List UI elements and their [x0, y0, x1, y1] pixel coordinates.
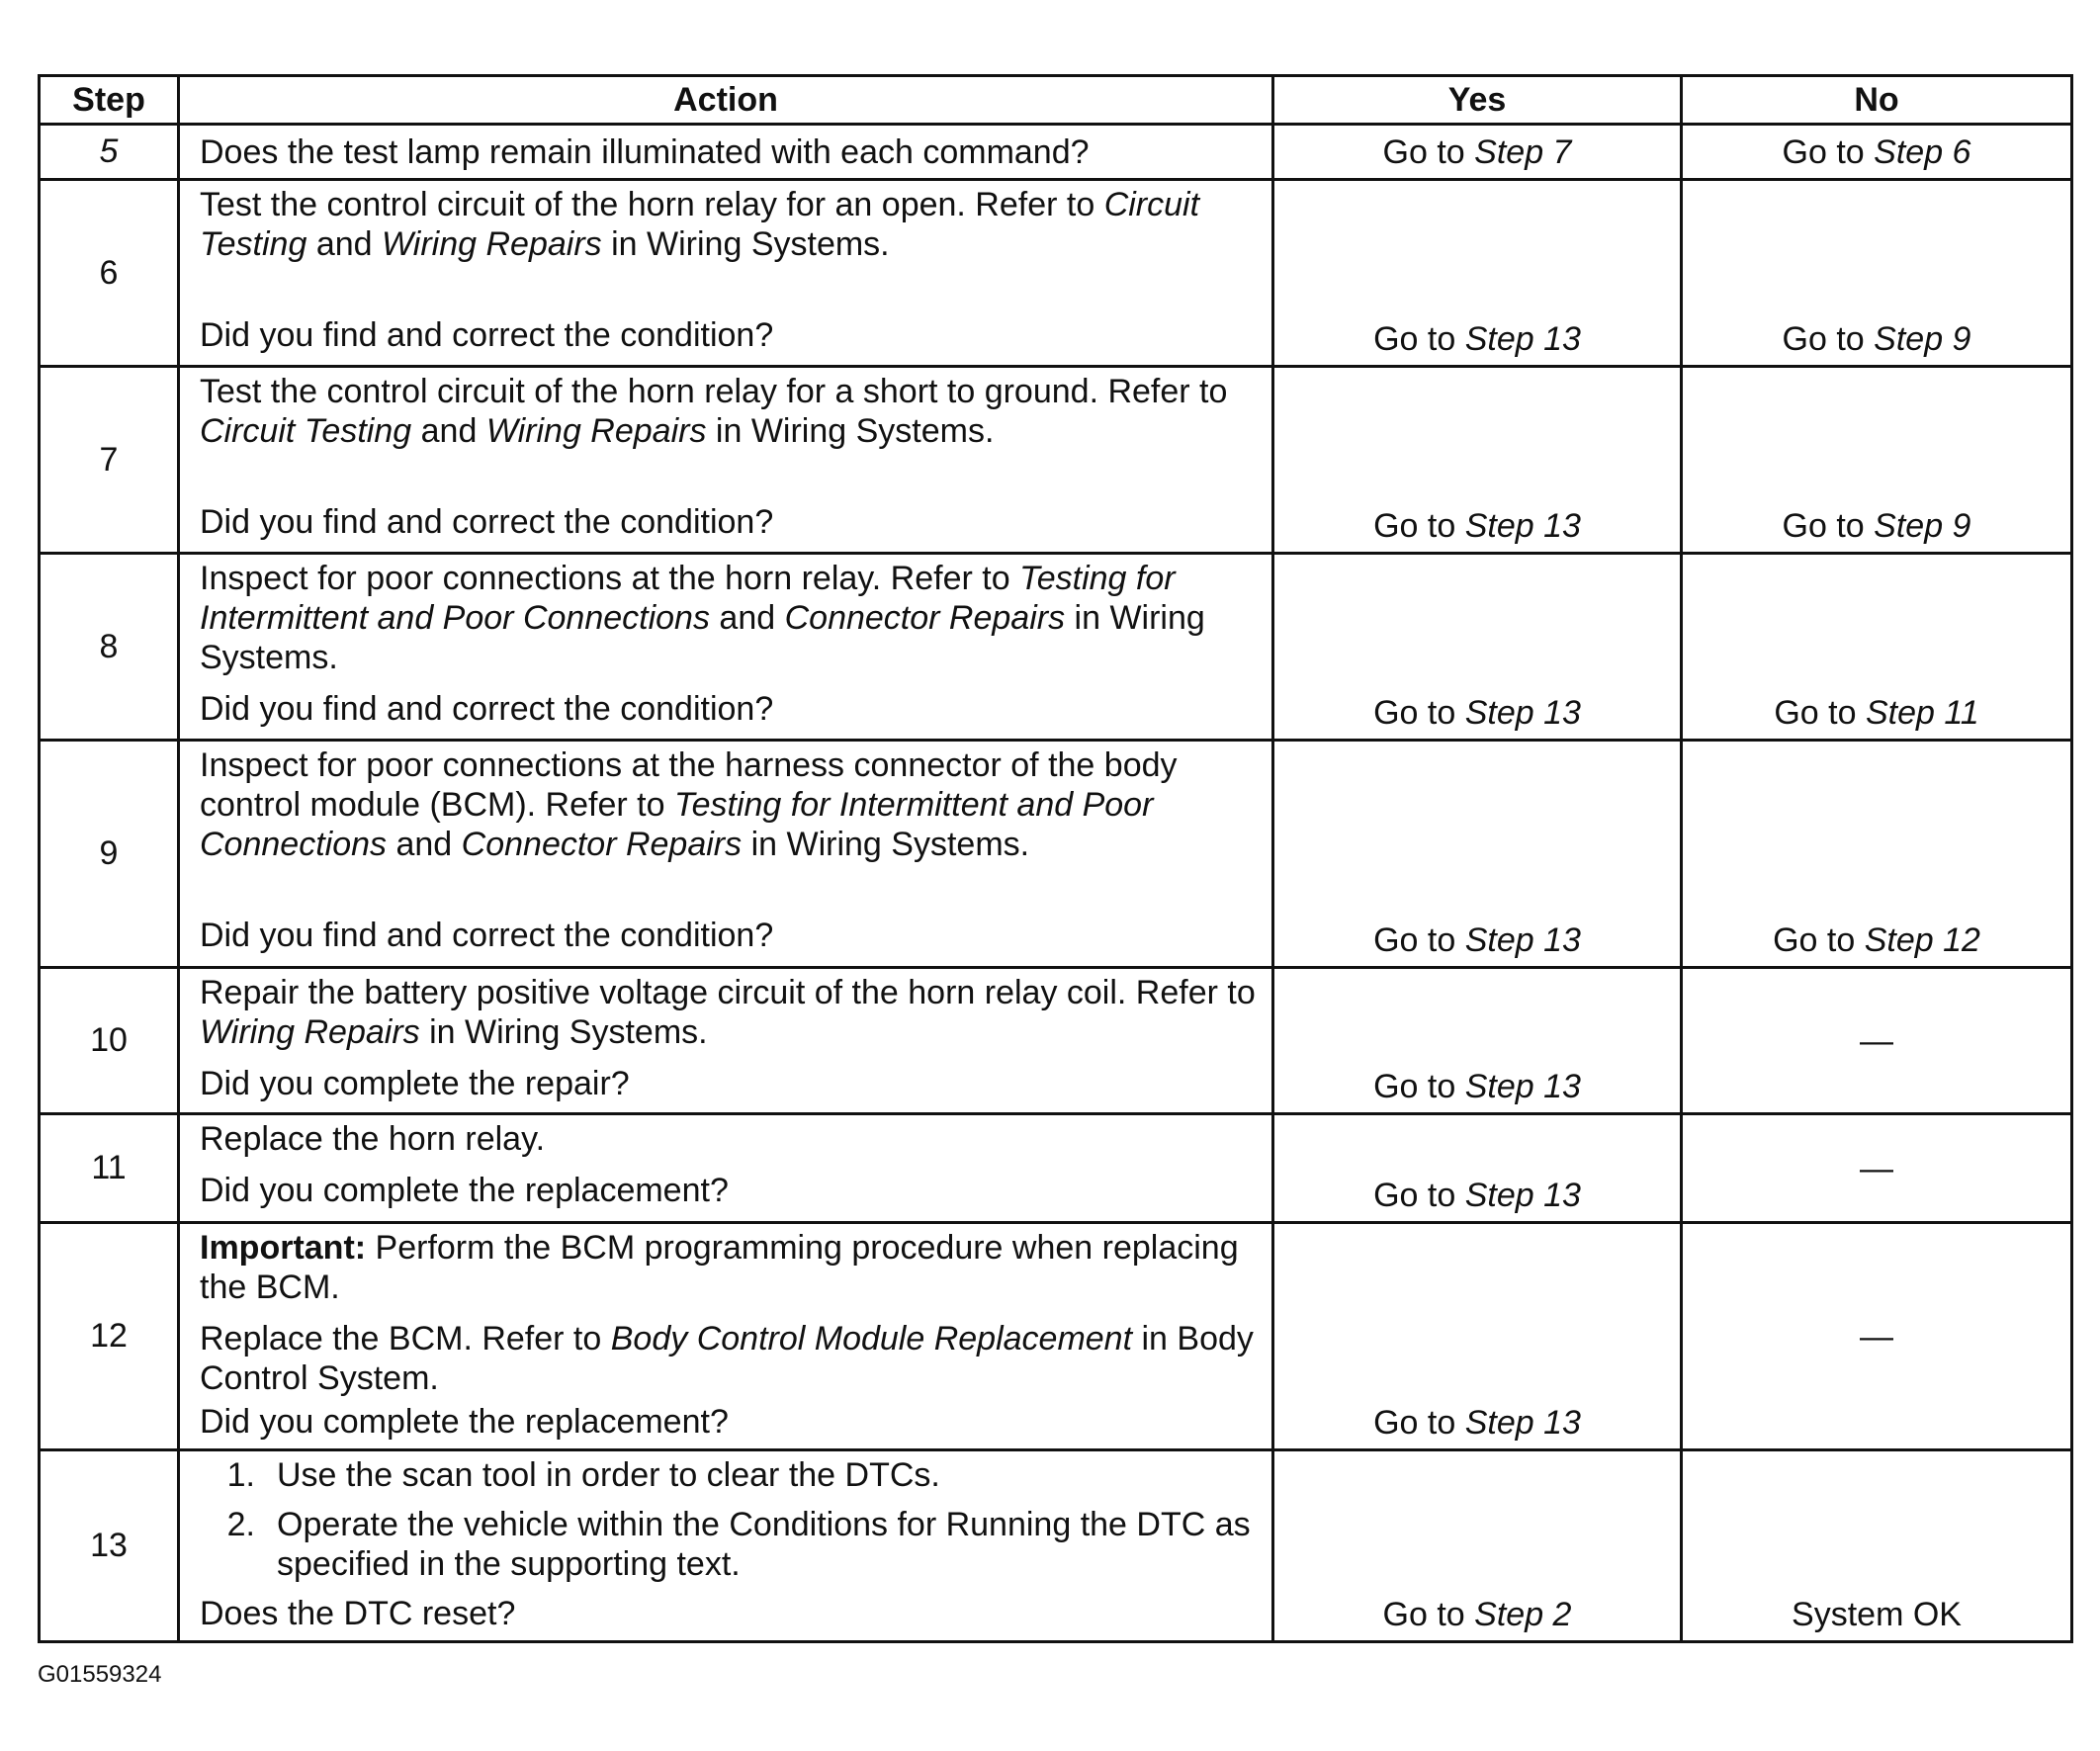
- action-question: Did you find and correct the condition?: [200, 917, 774, 954]
- yes-cell: [1273, 741, 1682, 968]
- yes-step-ref: Step 13: [1464, 1068, 1581, 1105]
- table-row: [40, 741, 2072, 968]
- table-header-row: [40, 76, 2072, 125]
- step-number: 11: [40, 1114, 179, 1223]
- no-step-ref: Step 9: [1874, 507, 1971, 545]
- no-step-ref: Step 9: [1874, 320, 1971, 358]
- yes-prefix: Go to: [1373, 1177, 1456, 1214]
- step-number: 5: [40, 125, 179, 180]
- no-cell: [1682, 1114, 2072, 1223]
- important-note: Important: Perform the BCM programming procedure when replacing the BCM.: [200, 1229, 1239, 1306]
- action-cell: [179, 968, 1273, 1114]
- important-label: Important:: [200, 1229, 367, 1267]
- header-step: Step: [40, 76, 179, 125]
- yes-cell: [1273, 125, 1682, 180]
- table-row: [40, 1114, 2072, 1223]
- table-row: [40, 367, 2072, 554]
- header-yes: Yes: [1273, 76, 1682, 125]
- yes-prefix: Go to: [1373, 507, 1456, 545]
- no-prefix: Go to: [1782, 507, 1865, 545]
- no-prefix: Go to: [1782, 320, 1865, 358]
- no-cell: [1682, 554, 2072, 741]
- action-cell: [179, 741, 1273, 968]
- yes-cell: [1273, 1114, 1682, 1223]
- step-number: 9: [40, 741, 179, 968]
- yes-step-ref: Step 2: [1474, 1596, 1572, 1633]
- action-instruction: Replace the BCM. Refer to Body Control Module Replacement in Body Control System.: [200, 1320, 1254, 1397]
- diagnostic-step-table: [38, 74, 2073, 1643]
- yes-step-ref: Step 13: [1464, 507, 1581, 545]
- figure-id: G01559324: [38, 1661, 162, 1688]
- no-cell: [1682, 741, 2072, 968]
- yes-cell: [1273, 968, 1682, 1114]
- yes-step-ref: Step 13: [1464, 1404, 1581, 1442]
- table-row: [40, 125, 2072, 180]
- step-number: 13: [40, 1450, 179, 1642]
- no-cell: [1682, 125, 2072, 180]
- table-row: [40, 180, 2072, 367]
- no-step-ref: Step 6: [1874, 132, 1971, 171]
- action-instruction: Repair the battery positive voltage circuit of the horn relay coil. Refer to Wiring Repairs in Wiring Systems.: [200, 974, 1256, 1051]
- sub-step: 2. Operate the vehicle within the Conditions for Running the DTC as specified in the supporting text.: [226, 1506, 1251, 1583]
- action-question: Did you find and correct the condition?: [200, 503, 774, 541]
- yes-prefix: Go to: [1373, 921, 1456, 959]
- step-number: 8: [40, 554, 179, 741]
- yes-step-ref: Step 13: [1464, 921, 1581, 959]
- yes-step-ref: Step 13: [1464, 694, 1581, 732]
- sub-step: 1. Use the scan tool in order to clear the DTCs.: [226, 1456, 940, 1494]
- yes-prefix: Go to: [1382, 132, 1465, 171]
- no-dash: —: [1860, 1021, 1893, 1060]
- action-instruction: Test the control circuit of the horn relay for an open. Refer to Circuit Testing and Wiring Repairs in Wiring Systems.: [200, 186, 1200, 263]
- no-result: System OK: [1792, 1596, 1962, 1633]
- action-question: Did you complete the repair?: [200, 1065, 630, 1102]
- yes-cell: [1273, 367, 1682, 554]
- table-row: [40, 554, 2072, 741]
- action-instruction: Inspect for poor connections at the harness connector of the body control module (BCM). Refer to Testing for Intermittent and Poor Connections and Connector Repairs in Wiring Systems.: [200, 746, 1178, 863]
- no-prefix: Go to: [1774, 694, 1857, 732]
- yes-cell: [1273, 1450, 1682, 1642]
- action-instruction: Replace the horn relay.: [200, 1120, 546, 1158]
- no-dash: —: [1860, 1149, 1893, 1187]
- table-row: [40, 1450, 2072, 1642]
- table-row: [40, 1223, 2072, 1450]
- action-question: Did you find and correct the condition?: [200, 690, 774, 728]
- step-number: 12: [40, 1223, 179, 1450]
- no-prefix: Go to: [1782, 132, 1865, 171]
- no-dash: —: [1860, 1317, 1893, 1356]
- yes-prefix: Go to: [1373, 1068, 1456, 1105]
- action-cell: [179, 1223, 1273, 1450]
- action-cell: [179, 1450, 1273, 1642]
- no-step-ref: Step 12: [1864, 921, 1980, 959]
- header-action: Action: [179, 76, 1273, 125]
- yes-prefix: Go to: [1373, 1404, 1456, 1442]
- step-number: 10: [40, 968, 179, 1114]
- step-number: 7: [40, 367, 179, 554]
- step-number: 6: [40, 180, 179, 367]
- action-question: Did you complete the replacement?: [200, 1172, 729, 1209]
- action-question: Did you find and correct the condition?: [200, 316, 774, 354]
- table-row: [40, 968, 2072, 1114]
- action-cell: [179, 180, 1273, 367]
- action-cell: [179, 125, 1273, 180]
- action-cell: [179, 554, 1273, 741]
- no-prefix: Go to: [1773, 921, 1856, 959]
- action-question: Does the test lamp remain illuminated with each command?: [200, 132, 1090, 171]
- action-question: Did you complete the replacement?: [200, 1403, 729, 1441]
- action-question: Does the DTC reset?: [200, 1595, 516, 1632]
- no-cell: [1682, 367, 2072, 554]
- yes-cell: [1273, 554, 1682, 741]
- yes-cell: [1273, 1223, 1682, 1450]
- action-instruction: Inspect for poor connections at the horn relay. Refer to Testing for Intermittent and Poor Connections and Connector Repairs in Wiring Systems.: [200, 560, 1205, 676]
- yes-step-ref: Step 13: [1464, 320, 1581, 358]
- yes-step-ref: Step 7: [1474, 132, 1572, 171]
- yes-step-ref: Step 13: [1464, 1177, 1581, 1214]
- action-cell: [179, 367, 1273, 554]
- yes-prefix: Go to: [1382, 1596, 1465, 1633]
- sub-step-list: [200, 1455, 1262, 1584]
- no-cell: [1682, 1450, 2072, 1642]
- yes-cell: [1273, 180, 1682, 367]
- header-no: No: [1682, 76, 2072, 125]
- action-instruction: Test the control circuit of the horn relay for a short to ground. Refer to Circuit Testing and Wiring Repairs in Wiring Systems.: [200, 373, 1228, 450]
- no-step-ref: Step 11: [1865, 694, 1979, 732]
- yes-prefix: Go to: [1373, 694, 1456, 732]
- action-cell: [179, 1114, 1273, 1223]
- yes-prefix: Go to: [1373, 320, 1456, 358]
- no-cell: [1682, 968, 2072, 1114]
- no-cell: [1682, 1223, 2072, 1450]
- no-cell: [1682, 180, 2072, 367]
